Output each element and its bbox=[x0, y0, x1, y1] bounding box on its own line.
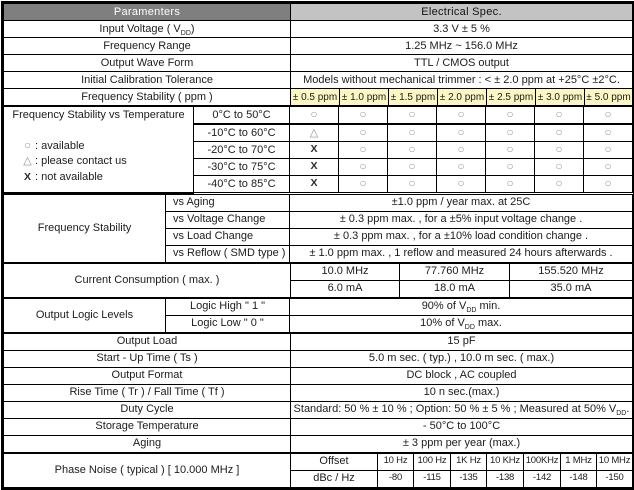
phase-noise-value: -142 bbox=[524, 470, 561, 487]
availability-symbol: ○ bbox=[535, 124, 584, 142]
phase-noise-value: -148 bbox=[561, 470, 597, 487]
param-value-initial-calibration: Models without mechanical trimmer : < ± 2.0 ppm at +25°C ±2°C. bbox=[291, 72, 633, 89]
param-value-output-load: 15 pF bbox=[291, 333, 633, 350]
availability-symbol: X bbox=[290, 159, 339, 176]
logic-high-row bbox=[4, 298, 633, 315]
param-value-startup-time: 5.0 m sec. ( typ.) , 10.0 m sec. ( max.) bbox=[291, 350, 633, 367]
row-input-voltage bbox=[4, 21, 633, 38]
availability-symbol: ○ bbox=[339, 124, 388, 142]
header-electrical-spec: Electrical Spec. bbox=[291, 4, 633, 21]
current-consumption-label: Current Consumption ( max. ) bbox=[4, 263, 291, 297]
availability-symbol: ○ bbox=[486, 124, 535, 142]
param-label-aging: Aging bbox=[4, 435, 291, 452]
legend-meaning: : please contact us bbox=[35, 155, 127, 167]
availability-symbol: ○ bbox=[437, 159, 486, 176]
param-label-output-load: Output Load bbox=[4, 333, 291, 350]
stability-sub-value: ± 1.0 ppm max. , 1 reflow and measured 24 hours afterwards . bbox=[290, 245, 633, 262]
phase-noise-label: Phase Noise ( typical ) [ 10.000 MHz ] bbox=[4, 453, 291, 487]
availability-symbol: ○ bbox=[437, 124, 486, 142]
current-consumption-value: 35.0 mA bbox=[510, 280, 633, 297]
section-output-logic-levels bbox=[3, 298, 633, 333]
value-text: 10% of V bbox=[420, 317, 465, 330]
current-consumption-frequency: 77.760 MHz bbox=[400, 263, 510, 280]
stability-row bbox=[4, 194, 633, 211]
availability-symbol: X bbox=[290, 142, 339, 159]
param-value-duty-cycle bbox=[291, 401, 633, 418]
phase-noise-offset: 10 KHz bbox=[487, 453, 524, 470]
param-value-output-format: DC block , AC coupled bbox=[291, 367, 633, 384]
param-label-duty-cycle: Duty Cycle bbox=[4, 401, 291, 418]
param-value-aging: ± 3 ppm per year (max.) bbox=[291, 435, 633, 452]
stability-sub-label: vs Voltage Change bbox=[166, 211, 290, 228]
logic-low-value bbox=[290, 315, 633, 332]
stability-option: ± 1.5 ppm bbox=[389, 89, 438, 106]
availability-symbol: ○ bbox=[437, 142, 486, 159]
availability-symbol: ○ bbox=[339, 107, 388, 125]
logic-low-label: Logic Low " 0 " bbox=[166, 315, 290, 332]
param-value-storage-temperature: - 50°C to 100°C bbox=[291, 418, 633, 435]
row-frequency-range bbox=[4, 38, 633, 55]
availability-symbol: ○ bbox=[388, 107, 437, 125]
param-value-rise-fall-time: 10 n sec.(max.) bbox=[291, 384, 633, 401]
phase-noise-offset-row bbox=[4, 453, 633, 470]
label-subscript: DD bbox=[180, 30, 191, 38]
section-frequency-stability bbox=[3, 194, 633, 263]
stability-vs-temperature-label: Frequency Stability vs Temperature bbox=[12, 109, 185, 121]
value-text: min. bbox=[476, 300, 501, 313]
row-output-format bbox=[4, 367, 633, 384]
availability-symbol: ○ bbox=[535, 142, 584, 159]
availability-symbol: ○ bbox=[584, 142, 633, 159]
param-label-stability-ppm: Frequency Stability ( ppm ) bbox=[4, 89, 291, 106]
param-value-input-voltage: 3.3 V ± 5 % bbox=[291, 21, 633, 38]
legend-meaning: : available bbox=[35, 140, 85, 152]
phase-noise-value: -135 bbox=[451, 470, 487, 487]
param-label-initial-calibration: Initial Calibration Tolerance bbox=[4, 72, 291, 89]
legend-symbol: ○ bbox=[23, 138, 32, 152]
section-current-consumption bbox=[3, 263, 633, 298]
row-output-wave-form bbox=[4, 55, 633, 72]
row-storage-temperature bbox=[4, 418, 633, 435]
header-parameters: Paramenters bbox=[4, 4, 291, 21]
availability-symbol: ○ bbox=[584, 107, 633, 125]
row-output-load bbox=[4, 333, 633, 350]
phase-noise-offset: 100KHz bbox=[524, 453, 561, 470]
section-simple-parameters bbox=[3, 333, 633, 453]
value-text: Standard: 50 % ± 10 % ; Option: 50 % ± 5 % ; Measured at 50% V bbox=[293, 403, 617, 416]
value-text: 90% of V bbox=[421, 300, 467, 313]
stability-option: ± 0.5 ppm bbox=[291, 89, 340, 106]
param-value-frequency-range: 1.25 MHz ~ 156.0 MHz bbox=[291, 38, 633, 55]
row-initial-calibration bbox=[4, 72, 633, 89]
value-subscript: DD bbox=[466, 307, 477, 315]
availability-symbol: ○ bbox=[535, 159, 584, 176]
table-header-row bbox=[4, 4, 633, 21]
phase-noise-value: -115 bbox=[414, 470, 451, 487]
section-stability-vs-temperature bbox=[3, 106, 633, 194]
availability-symbol: ○ bbox=[437, 107, 486, 125]
temp-row bbox=[4, 107, 633, 125]
availability-symbol: ○ bbox=[584, 176, 633, 193]
stability-sub-label: vs Load Change bbox=[166, 228, 290, 245]
value-subscript: DD bbox=[616, 410, 627, 418]
param-label-startup-time: Start - Up Time ( Ts ) bbox=[4, 350, 291, 367]
current-consumption-value: 18.0 mA bbox=[400, 280, 510, 297]
stability-sub-label: vs Aging bbox=[166, 194, 290, 211]
availability-symbol: ○ bbox=[486, 107, 535, 125]
legend-symbol: △ bbox=[23, 155, 32, 167]
current-consumption-frequency: 10.0 MHz bbox=[291, 263, 400, 280]
availability-symbol: ○ bbox=[339, 142, 388, 159]
stability-sub-value: ±1.0 ppm / year max. at 25C bbox=[290, 194, 633, 211]
legend-symbol: X bbox=[23, 171, 31, 183]
phase-noise-offset: 100 Hz bbox=[414, 453, 451, 470]
availability-symbol: ○ bbox=[584, 159, 633, 176]
stability-sub-label: vs Reflow ( SMD type ) bbox=[166, 245, 290, 262]
label-text: Input Voltage ( V bbox=[99, 22, 181, 35]
value-text: max. bbox=[474, 317, 502, 330]
row-aging bbox=[4, 435, 633, 452]
section-phase-noise bbox=[3, 453, 633, 488]
frequency-stability-label: Frequency Stability bbox=[4, 194, 166, 262]
section-general bbox=[3, 3, 633, 106]
legend-item bbox=[4, 169, 193, 185]
availability-symbol: ○ bbox=[437, 176, 486, 193]
phase-noise-offset-label: Offset bbox=[291, 453, 378, 470]
availability-symbol: ○ bbox=[486, 159, 535, 176]
electrical-spec-table bbox=[1, 1, 634, 490]
stability-option: ± 2.0 ppm bbox=[438, 89, 487, 106]
row-rise-fall-time bbox=[4, 384, 633, 401]
temp-range: -40°C to 85°C bbox=[194, 176, 290, 193]
phase-noise-offset: 10 MHz bbox=[597, 453, 633, 470]
current-consumption-frequency: 155.520 MHz bbox=[510, 263, 633, 280]
stability-vs-temperature-legend bbox=[4, 107, 194, 193]
param-label-frequency-range: Frequency Range bbox=[4, 38, 291, 55]
temp-range: -20°C to 70°C bbox=[194, 142, 290, 159]
stability-option: ± 3.0 ppm bbox=[536, 89, 585, 106]
phase-noise-offset: 1 MHz bbox=[561, 453, 597, 470]
availability-symbol: ○ bbox=[290, 107, 339, 125]
current-consumption-freq-row bbox=[4, 263, 633, 280]
stability-sub-value: ± 0.3 ppm max. , for a ±10% load condition change . bbox=[290, 228, 633, 245]
availability-symbol: ○ bbox=[486, 176, 535, 193]
legend-meaning: : not available bbox=[35, 171, 103, 183]
phase-noise-value: -150 bbox=[597, 470, 633, 487]
phase-noise-value: -80 bbox=[378, 470, 414, 487]
availability-symbol: ○ bbox=[535, 107, 584, 125]
availability-symbol: ○ bbox=[339, 176, 388, 193]
current-consumption-value: 6.0 mA bbox=[291, 280, 400, 297]
availability-symbol: ○ bbox=[535, 176, 584, 193]
row-duty-cycle bbox=[4, 401, 633, 418]
stability-option: ± 1.0 ppm bbox=[340, 89, 389, 106]
phase-noise-offset: 1K Hz bbox=[451, 453, 487, 470]
phase-noise-value: -138 bbox=[487, 470, 524, 487]
logic-high-value bbox=[290, 298, 633, 315]
availability-symbol: ○ bbox=[388, 124, 437, 142]
availability-symbol: ○ bbox=[339, 159, 388, 176]
availability-symbol: △ bbox=[290, 124, 339, 142]
param-label-rise-fall-time: Rise Time ( Tr ) / Fall Time ( Tf ) bbox=[4, 384, 291, 401]
value-text: . bbox=[626, 403, 630, 416]
phase-noise-offset: 10 Hz bbox=[378, 453, 414, 470]
temp-range: -30°C to 75°C bbox=[194, 159, 290, 176]
param-value-output-wave-form: TTL / CMOS output bbox=[291, 55, 633, 72]
legend-spacer bbox=[4, 124, 193, 137]
legend-item bbox=[4, 137, 193, 153]
temp-range: 0°C to 50°C bbox=[194, 107, 290, 125]
param-label-output-wave-form: Output Wave Form bbox=[4, 55, 291, 72]
logic-high-label: Logic High " 1 " bbox=[166, 298, 290, 315]
availability-symbol: ○ bbox=[388, 176, 437, 193]
value-subscript: DD bbox=[464, 324, 475, 332]
stability-option: ± 2.5 ppm bbox=[487, 89, 536, 106]
availability-symbol: ○ bbox=[584, 124, 633, 142]
param-label-output-format: Output Format bbox=[4, 367, 291, 384]
availability-symbol: ○ bbox=[388, 142, 437, 159]
phase-noise-unit-label: dBc / Hz bbox=[291, 470, 378, 487]
availability-symbol: ○ bbox=[388, 159, 437, 176]
stability-sub-value: ± 0.3 ppm max. , for a ±5% input voltage change . bbox=[290, 211, 633, 228]
legend-item bbox=[4, 153, 193, 169]
row-startup-time bbox=[4, 350, 633, 367]
param-label-input-voltage bbox=[4, 21, 291, 38]
row-stability-ppm bbox=[4, 89, 633, 106]
label-text: ) bbox=[190, 22, 195, 35]
temp-range: -10°C to 60°C bbox=[194, 124, 290, 142]
availability-symbol: X bbox=[290, 176, 339, 193]
output-logic-levels-label: Output Logic Levels bbox=[4, 298, 166, 332]
availability-symbol: ○ bbox=[486, 142, 535, 159]
stability-option: ± 5.0 ppm bbox=[585, 89, 633, 106]
param-label-storage-temperature: Storage Temperature bbox=[4, 418, 291, 435]
